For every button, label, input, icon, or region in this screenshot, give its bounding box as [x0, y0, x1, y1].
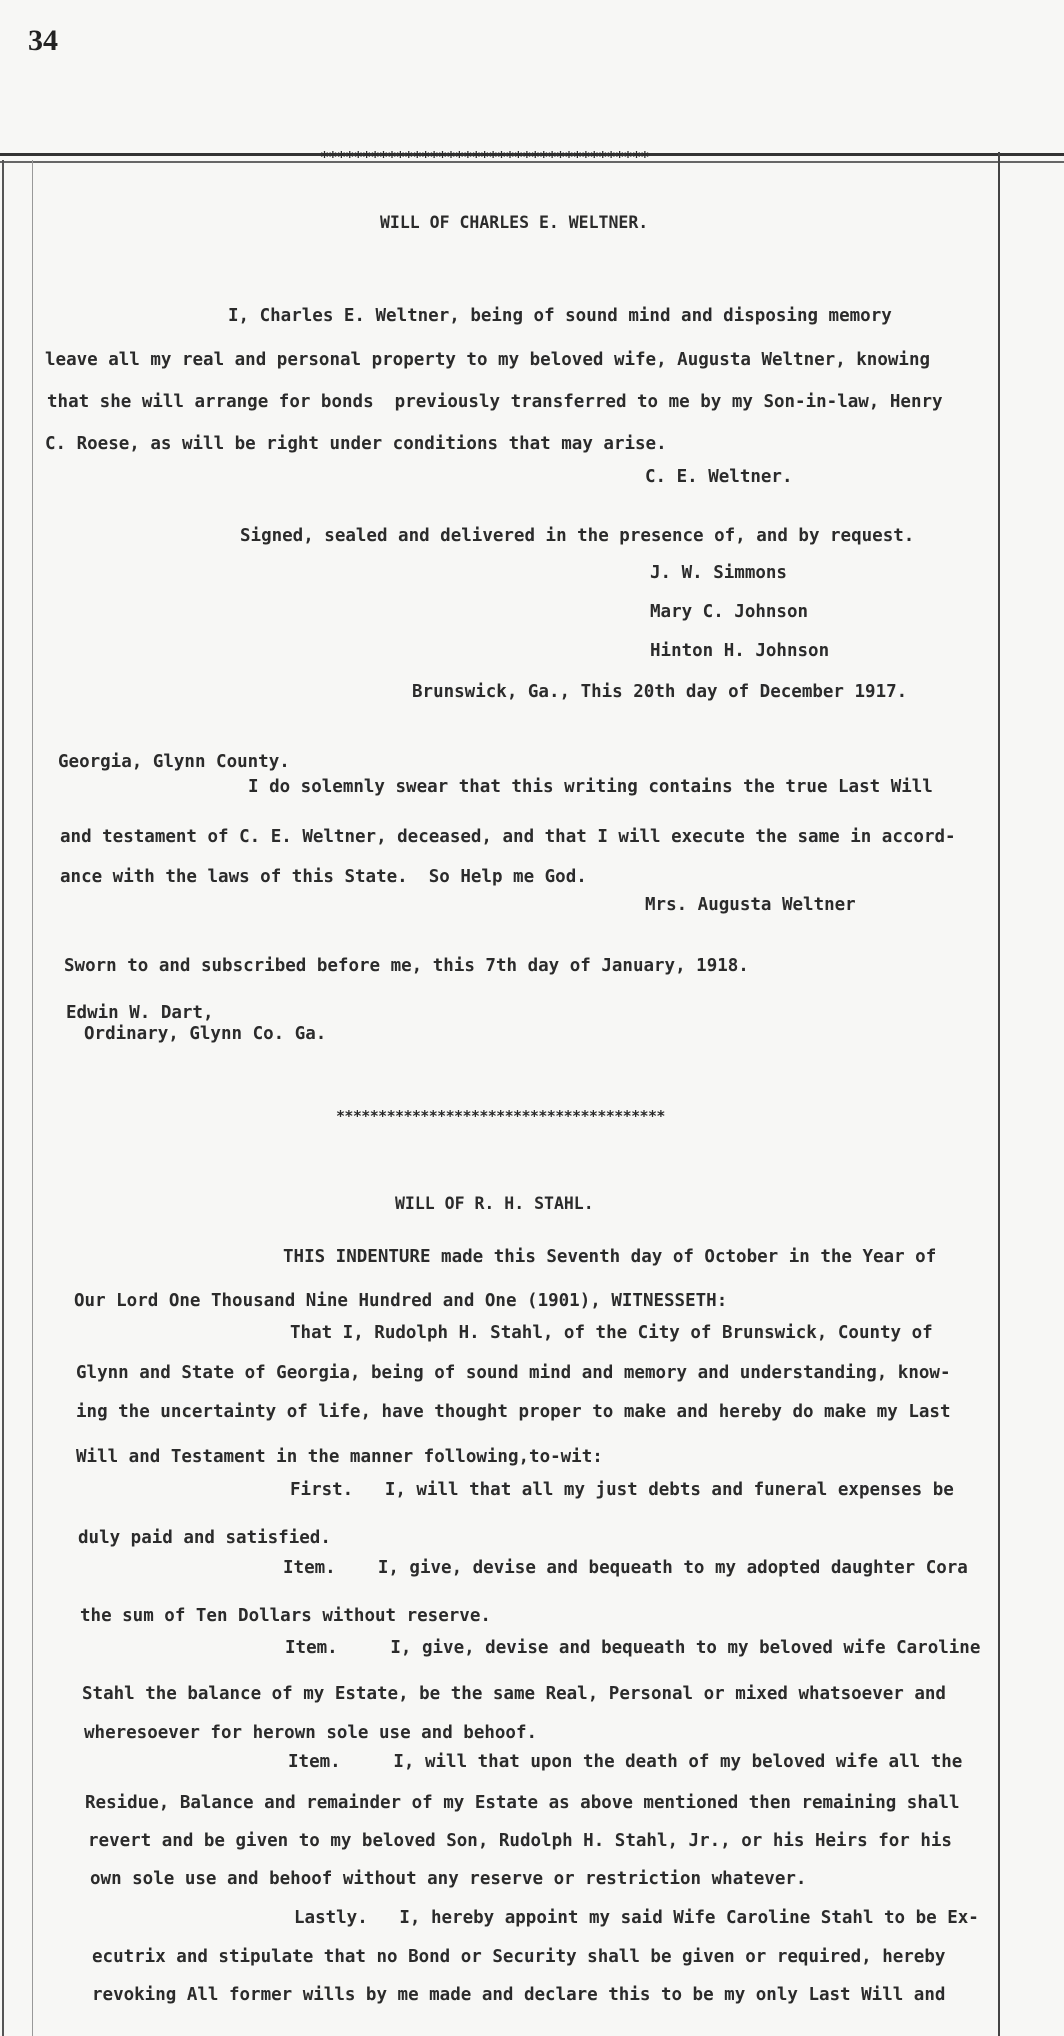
will2-line: ecutrix and stipulate that no Bond or Security shall be given or required, hereby — [92, 1947, 946, 1967]
top-stars: *************************************** — [320, 148, 649, 166]
will2-line: Item. I, give, devise and bequeath to my adopted daughter Cora — [283, 1558, 968, 1578]
will2-line: ing the uncertainty of life, have thought proper to make and hereby do make my Last — [76, 1402, 951, 1422]
ordinary-title: Ordinary, Glynn Co. Ga. — [84, 1024, 327, 1044]
will1-witness: Mary C. Johnson — [650, 602, 809, 622]
will2-line: the sum of Ten Dollars without reserve. — [80, 1606, 491, 1626]
will2-line: Item. I, give, devise and bequeath to my beloved wife Caroline — [285, 1638, 981, 1658]
will2-line: Item. I, will that upon the death of my beloved wife all the — [288, 1752, 963, 1772]
will2-line: duly paid and satisfied. — [78, 1528, 331, 1548]
will1-line: that she will arrange for bonds previously transferred to me by my Son-in-law, Henry — [47, 392, 943, 412]
will2-line: own sole use and behoof without any reserve or restriction whatever. — [90, 1869, 807, 1889]
page-number: 34 — [28, 24, 58, 57]
will1-line: leave all my real and personal property to my beloved wife, Augusta Weltner, knowing — [45, 350, 931, 370]
will1-witness: J. W. Simmons — [650, 563, 787, 583]
will2-line: THIS INDENTURE made this Seventh day of October in the Year of — [283, 1247, 937, 1267]
ordinary-name: Edwin W. Dart, — [66, 1003, 214, 1023]
will1-line: C. Roese, as will be right under conditions that may arise. — [45, 434, 667, 454]
will2-line: revoking All former wills by me made and declare this to be my only Last Will and — [92, 1985, 946, 2005]
oath-heading: Georgia, Glynn County. — [58, 752, 290, 772]
right-margin-rule — [998, 152, 1000, 2036]
will2-line: Glynn and State of Georgia, being of sound mind and memory and understanding, know- — [76, 1363, 951, 1383]
oath-line: ance with the laws of this State. So Help me God. — [60, 867, 587, 887]
oath-line: and testament of C. E. Weltner, deceased, and that I will execute the same in accord- — [60, 827, 956, 847]
will2-line: revert and be given to my beloved Son, Rudolph H. Stahl, Jr., or his Heirs for his — [88, 1831, 952, 1851]
will2-line: Stahl the balance of my Estate, be the same Real, Personal or mixed whatsoever and — [82, 1684, 946, 1704]
left-margin-rule-inner — [32, 160, 33, 2036]
will1-date-line: Brunswick, Ga., This 20th day of December 1917. — [412, 682, 908, 702]
will2-line: That I, Rudolph H. Stahl, of the City of Brunswick, County of — [290, 1323, 933, 1343]
will2-line: Our Lord One Thousand Nine Hundred and One (1901), WITNESSETH: — [74, 1291, 728, 1311]
oath-signature: Mrs. Augusta Weltner — [645, 895, 856, 915]
will2-line: Residue, Balance and remainder of my Estate as above mentioned then remaining shall — [85, 1793, 960, 1813]
will1-witness: Hinton H. Johnson — [650, 641, 830, 661]
will-title-stahl: WILL OF R. H. STAHL. — [395, 1194, 594, 1213]
oath-line: I do solemnly swear that this writing contains the true Last Will — [248, 777, 933, 797]
will2-line: First. I, will that all my just debts and funeral expenses be — [290, 1480, 954, 1500]
will1-line: I, Charles E. Weltner, being of sound mind and disposing memory — [228, 306, 892, 326]
separator-stars: *************************************** — [336, 1107, 665, 1125]
sworn-line: Sworn to and subscribed before me, this 7th day of January, 1918. — [64, 956, 749, 976]
will2-line: Lastly. I, hereby appoint my said Wife Caroline Stahl to be Ex- — [294, 1908, 979, 1928]
will-title-weltner: WILL OF CHARLES E. WELTNER. — [380, 213, 649, 232]
will1-signature: C. E. Weltner. — [645, 467, 793, 487]
will1-witness-intro: Signed, sealed and delivered in the presence of, and by request. — [240, 526, 915, 546]
will2-line: wheresoever for herown sole use and behoof. — [84, 1723, 538, 1743]
left-margin-rule — [2, 160, 4, 2036]
will2-line: Will and Testament in the manner following,to-wit: — [76, 1447, 603, 1467]
